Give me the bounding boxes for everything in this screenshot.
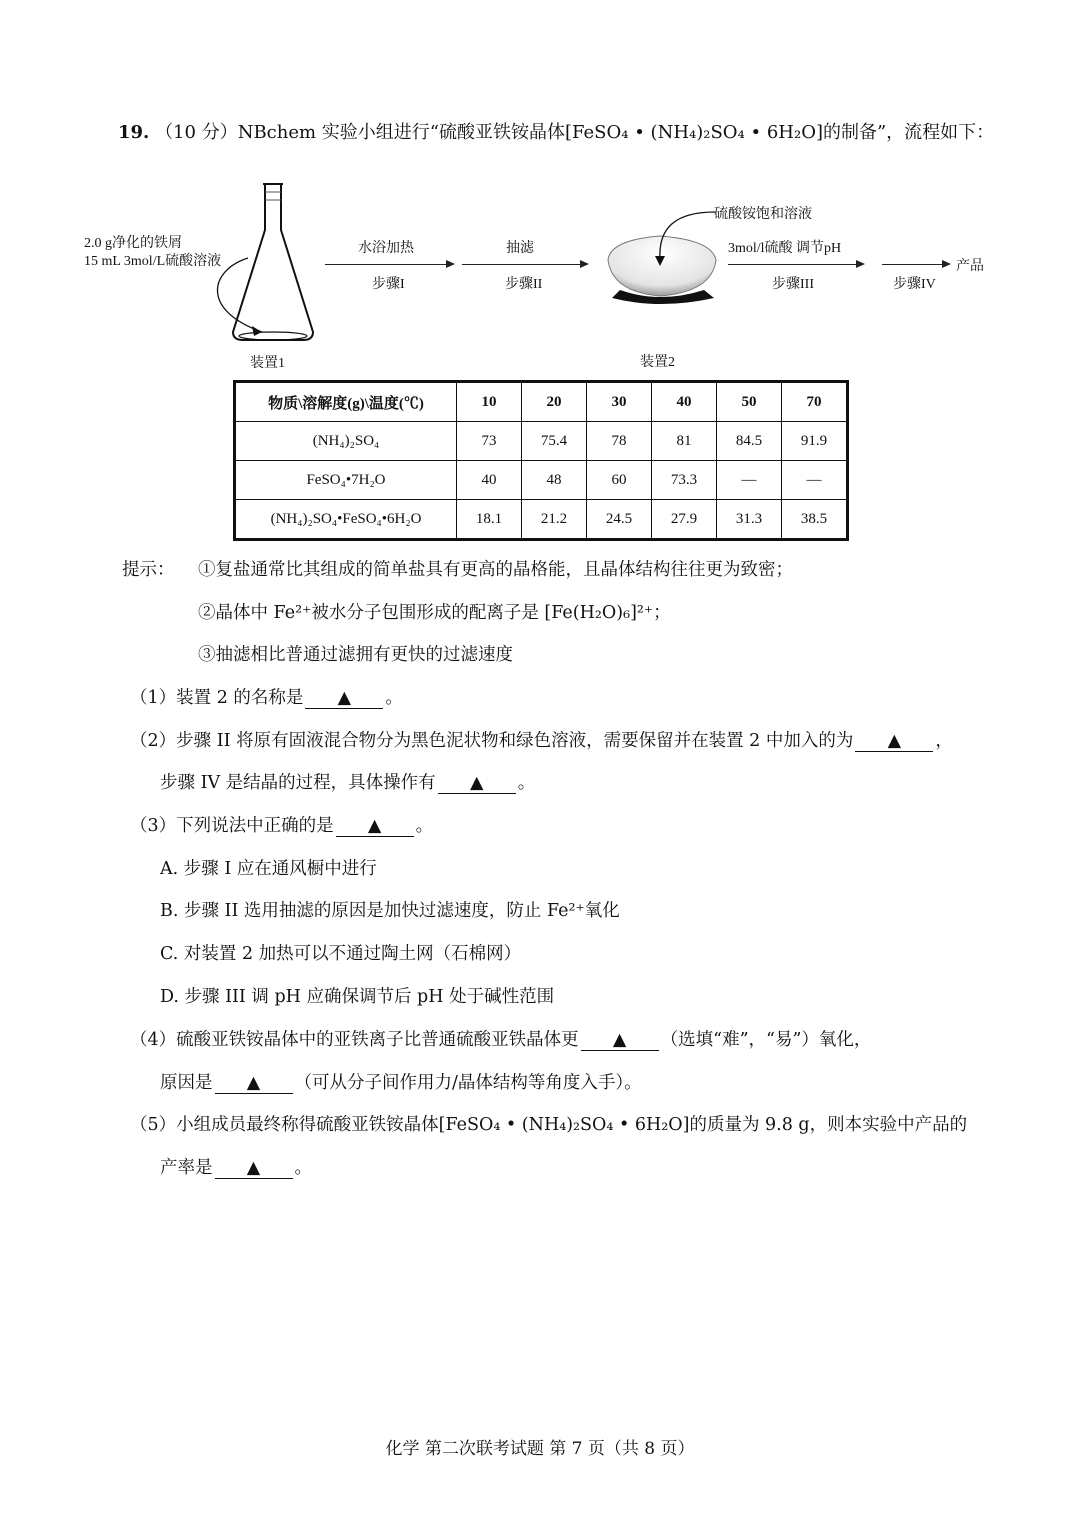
question-stem <box>118 118 994 144</box>
q4-text: （4）硫酸亚铁铵晶体中的亚铁离子比普通硫酸亚铁晶体更 <box>130 1030 579 1050</box>
table-cell: 40 <box>457 461 522 500</box>
table-cell: 91.9 <box>782 422 848 461</box>
q4-hint: （选填“难”，“易”）氧化， <box>660 1030 872 1050</box>
q3-text: （3）下列说法中正确的是 <box>130 816 334 836</box>
q2-text: （2）步骤 II 将原有固液混合物分为黑色泥状物和绿色溶液，需要保留并在装置 2 中加入的为 <box>130 731 854 751</box>
q3-end: 。 <box>415 816 434 836</box>
option-a: A. 步骤 I 应在通风橱中进行 <box>160 859 377 879</box>
hint-1: ①复盐通常比其组成的简单盐具有更高的晶格能，且晶体结构往往更为致密； <box>198 560 793 580</box>
answer-blank[interactable]: ▲ <box>305 689 383 709</box>
option-c: C. 对装置 2 加热可以不通过陶土网（石棉网） <box>160 944 522 964</box>
step3-arrow <box>728 264 863 265</box>
subquestion-1 <box>130 684 403 709</box>
question-number: 19. <box>118 122 150 143</box>
table-row <box>235 461 848 500</box>
step2-top-label: 抽滤 <box>506 241 534 256</box>
table-header-cell: 物质\溶解度(g)\温度(℃) <box>235 382 457 422</box>
product-label: 产品 <box>956 259 984 274</box>
option-d: D. 步骤 III 调 pH 应确保调节后 pH 处于碱性范围 <box>160 987 555 1007</box>
question-score: （10 分） <box>155 122 238 143</box>
q2-text-2: 步骤 IV 是结晶的过程，具体操作有 <box>160 773 436 793</box>
subquestion-4 <box>130 1026 871 1051</box>
table-header-cell: 40 <box>652 382 717 422</box>
answer-blank[interactable]: ▲ <box>438 774 516 794</box>
table-cell: 31.3 <box>717 500 782 540</box>
q1-end: 。 <box>385 688 403 708</box>
table-cell: 78 <box>587 422 652 461</box>
step4-arrow <box>882 264 949 265</box>
table-header-cell: 20 <box>522 382 587 422</box>
q5-text-2: 产率是 <box>160 1158 213 1178</box>
table-header-row <box>235 382 848 422</box>
table-row <box>235 422 848 461</box>
step1-arrow <box>325 264 453 265</box>
subquestion-5-cont <box>160 1154 312 1179</box>
table-cell: 73.3 <box>652 461 717 500</box>
apparatus-2-label: 装置2 <box>640 355 675 370</box>
table-cell: 60 <box>587 461 652 500</box>
flask-label-iron: 2.0 g净化的铁屑 <box>84 236 182 251</box>
table-header-cell: 50 <box>717 382 782 422</box>
dish-pointer-arrow <box>640 200 720 272</box>
table-cell: 38.5 <box>782 500 848 540</box>
step3-top-label: 3mol/l硫酸 调节pH <box>728 241 842 256</box>
q4-text-2: 原因是 <box>160 1073 213 1093</box>
answer-blank[interactable]: ▲ <box>215 1159 293 1179</box>
table-header-cell: 30 <box>587 382 652 422</box>
answer-blank[interactable]: ▲ <box>215 1074 293 1094</box>
table-cell: (NH₄)₂SO₄•FeSO₄•6H₂O <box>235 500 457 540</box>
question-text: NBchem 实验小组进行“硫酸亚铁铵晶体[FeSO₄ • (NH₄)₂SO₄ • 6H₂O]的制备”，流程如下： <box>237 122 995 143</box>
q2-end: 。 <box>517 773 536 793</box>
option-b: B. 步骤 II 选用抽滤的原因是加快过滤速度，防止 Fe²⁺氧化 <box>160 901 620 921</box>
table-header-cell: 10 <box>457 382 522 422</box>
table-cell: — <box>717 461 782 500</box>
hint-2: ②晶体中 Fe²⁺被水分子包围形成的配离子是 [Fe(H₂O)₆]²⁺； <box>198 603 671 623</box>
table-cell: 24.5 <box>587 500 652 540</box>
subquestion-4-cont <box>160 1069 642 1094</box>
q2-comma: ， <box>935 731 953 751</box>
hints-label: 提示： <box>122 560 175 580</box>
subquestion-5: （5）小组成员最终称得硫酸亚铁铵晶体[FeSO₄ • (NH₄)₂SO₄ • 6H₂O]的质量为 9.8 g，则本实验中产品的 <box>130 1115 968 1135</box>
table-cell: 84.5 <box>717 422 782 461</box>
table-cell: 21.2 <box>522 500 587 540</box>
step1-bottom-label: 步骤I <box>372 277 405 292</box>
table-cell: 27.9 <box>652 500 717 540</box>
apparatus-1-label: 装置1 <box>250 356 285 371</box>
table-cell: (NH₄)₂SO₄ <box>235 422 457 461</box>
page-footer: 化学 第二次联考试题 第 7 页（共 8 页） <box>385 1439 695 1459</box>
q1-text: （1）装置 2 的名称是 <box>130 688 304 708</box>
answer-blank[interactable]: ▲ <box>855 732 933 752</box>
subquestion-2 <box>130 727 953 752</box>
table-header-cell: 70 <box>782 382 848 422</box>
table-row <box>235 500 848 540</box>
table-cell: 73 <box>457 422 522 461</box>
table-cell: — <box>782 461 848 500</box>
table-cell: 81 <box>652 422 717 461</box>
step2-bottom-label: 步骤II <box>505 277 543 292</box>
table-cell: 48 <box>522 461 587 500</box>
dish-label: 硫酸铵饱和溶液 <box>714 207 812 222</box>
table-cell: FeSO₄•7H₂O <box>235 461 457 500</box>
solubility-table <box>233 380 849 541</box>
q5-end: 。 <box>294 1158 312 1178</box>
table-cell: 18.1 <box>457 500 522 540</box>
step2-arrow <box>462 264 587 265</box>
flask-pointer-arrow <box>190 230 280 340</box>
hint-3: ③抽滤相比普通过滤拥有更快的过滤速度 <box>198 645 513 665</box>
step4-bottom-label: 步骤IV <box>893 277 936 292</box>
q4-hint-2: （可从分子间作用力/晶体结构等角度入手）。 <box>294 1073 642 1093</box>
answer-blank[interactable]: ▲ <box>581 1031 659 1051</box>
step3-bottom-label: 步骤III <box>772 277 814 292</box>
subquestion-2-cont <box>160 769 535 794</box>
answer-blank[interactable]: ▲ <box>336 817 414 837</box>
step1-top-label: 水浴加热 <box>358 241 414 256</box>
subquestion-3 <box>130 812 433 837</box>
table-cell: 75.4 <box>522 422 587 461</box>
flask-label-acid: 15 mL 3mol/L硫酸溶液 <box>84 254 222 269</box>
